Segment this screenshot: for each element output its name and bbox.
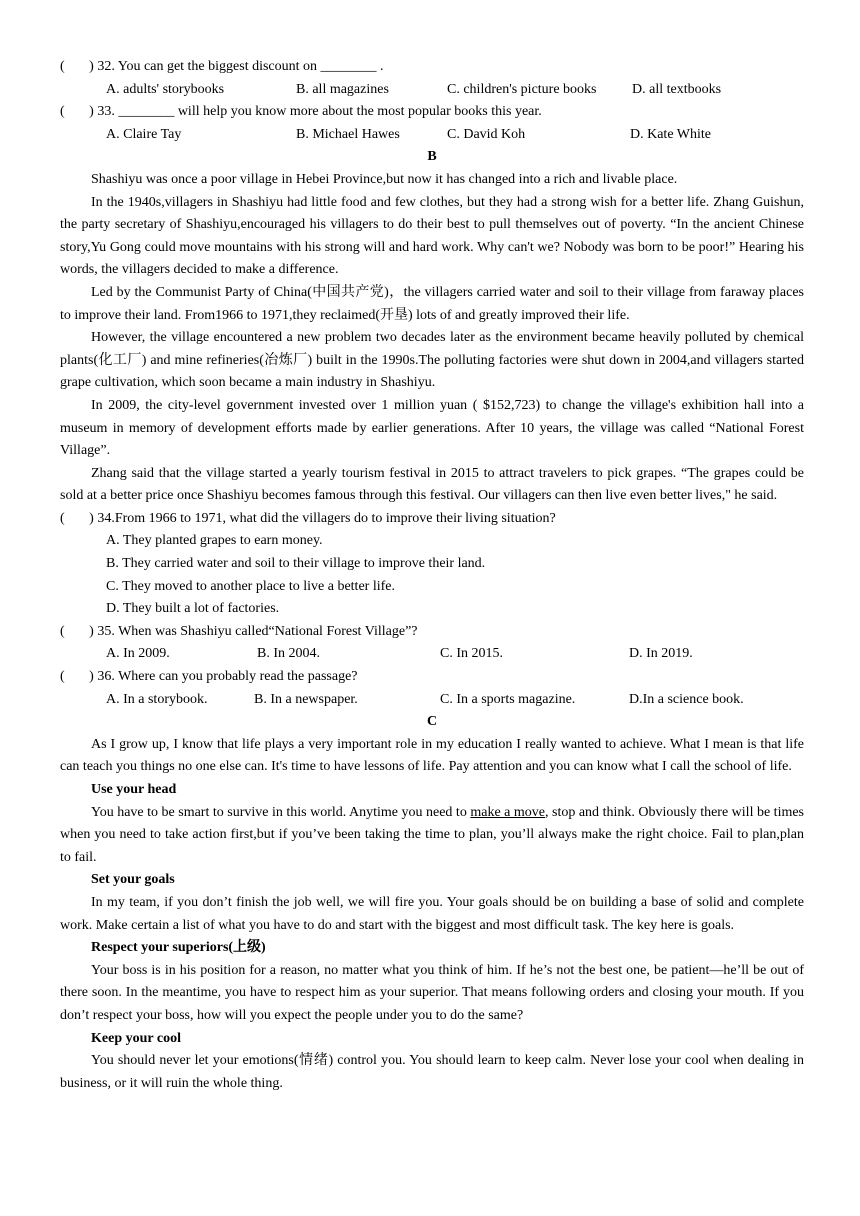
- option-c: C. In 2015.: [440, 646, 503, 662]
- option-b: B. all magazines: [296, 81, 389, 97]
- option-d: D. all textbooks: [632, 81, 722, 97]
- question-35-options: [60, 643, 804, 666]
- question-34-stem: ( ) 34.From 1966 to 1971, what did the villagers do to improve their living situation?: [60, 510, 556, 526]
- section-b-paragraph: In 2009, the city-level government invested over 1 million yuan ( $152,723) to change the village's exhibition hall into a museum in memory of development efforts made by earlier generations. After 10 years, the village was called “National Forest Village”.: [60, 397, 804, 459]
- option-c: C. In a sports magazine.: [440, 691, 576, 707]
- option-a: A. In 2009.: [106, 646, 170, 662]
- option-d: D. In 2019.: [629, 646, 693, 662]
- section-b-paragraph: Zhang said that the village started a yearly tourism festival in 2015 to attract travelers to pick grapes. “The grapes could be sold at a better price once Shashiyu becomes famous through this festival. Our villagers can then live even better lives," he said.: [60, 465, 804, 504]
- option-a: A. In a storybook.: [106, 691, 208, 707]
- option-d: D. They built a lot of factories.: [106, 601, 280, 617]
- question-36-stem: ( ) 36. Where can you probably read the passage?: [60, 669, 358, 685]
- subheading-respect-superiors: Respect your superiors(上级): [91, 940, 266, 956]
- section-b-paragraph: However, the village encountered a new problem two decades later as the environment became heavily polluted by chemical plants(化工厂) and mine refineries(冶炼厂) built in the 1990s.The polluting factories were shut down in 2004,and villagers started grape cultivation, which soon became a main industry in Shashiyu.: [60, 330, 804, 391]
- option-b: B. In 2004.: [257, 646, 320, 662]
- option-c: C. They moved to another place to live a better life.: [106, 578, 395, 594]
- question-35-stem: ( ) 35. When was Shashiyu called“National Forest Village”?: [60, 623, 418, 639]
- option-c: C. David Koh: [447, 126, 526, 142]
- option-a: A. Claire Tay: [106, 126, 182, 142]
- paragraph-use-your-head: [60, 802, 804, 870]
- section-c-intro: As I grow up, I know that life plays a very important role in my education I really wanted to achieve. What I mean is that life can teach you things no one else can. It's time to have lessons of life. Pay attention and you can know what I call the school of life.: [60, 736, 804, 775]
- option-d: D.In a science book.: [629, 691, 744, 707]
- paragraph-keep-your-cool: You should never let your emotions(情绪) control you. You should learn to keep calm. Never lose your cool when dealing in business, or it will ruin the whole thing.: [60, 1053, 804, 1091]
- question-36-options: [60, 689, 804, 712]
- section-b-paragraph: Led by the Communist Party of China(中国共产党)，the villagers carried water and soil to their village from faraway places to improve their land. From1966 to 1971,they reclaimed(开垦) lots of and greatly improved their life.: [60, 284, 804, 323]
- question-33-options: [60, 124, 804, 147]
- option-a: A. adults' storybooks: [106, 81, 225, 97]
- question-32-options: [60, 79, 804, 102]
- exam-page: [60, 56, 804, 1095]
- option-b: B. In a newspaper.: [254, 691, 358, 707]
- question-33-stem: ( ) 33. ________ will help you know more about the most popular books this year.: [60, 104, 542, 120]
- paragraph-set-your-goals: In my team, if you don’t finish the job well, we will fire you. Your goals should be on building a base of solid and complete work. Make certain a list of what you have to do and start with the biggest and most difficult task. The key here is goals.: [60, 894, 804, 933]
- text-run: You have to be smart to survive in this world. Anytime you need to: [91, 804, 471, 820]
- option-d: D. Kate White: [630, 126, 711, 142]
- paragraph-respect-superiors: Your boss is in his position for a reason, no matter what you think of him. If he’s not the best one, be patient—he’ll be out of there soon. In the meantime, you have to respect him as your superior. That means following orders and closing your mouth. If you don’t respect your boss, how will you expect the people under you to do the same?: [60, 962, 804, 1023]
- section-b-heading: B: [427, 149, 437, 165]
- option-b: B. Michael Hawes: [296, 126, 400, 142]
- subheading-keep-your-cool: Keep your cool: [91, 1030, 181, 1046]
- section-b-paragraph: Shashiyu was once a poor village in Hebei Province,but now it has changed into a rich and livable place.: [91, 171, 678, 187]
- option-a: A. They planted grapes to earn money.: [106, 533, 323, 549]
- section-b-paragraph: In the 1940s,villagers in Shashiyu had little food and few clothes, but they had a strong wish for a better life. Zhang Guishun, the party secretary of Shashiyu,encouraged his villagers to do their best to pull themselves out of poverty. “In the ancient Chinese story,Yu Gong could move mountains with his strong will and hard work. Why can't we? Nobody was born to be poor!” Hearing his words, the villagers decided to make a difference.: [60, 194, 804, 278]
- underlined-phrase: make a move: [470, 804, 545, 820]
- subheading-set-your-goals: Set your goals: [91, 872, 175, 888]
- subheading-use-your-head: Use your head: [91, 782, 177, 797]
- section-c-heading: C: [426, 714, 438, 730]
- option-b: B. They carried water and soil to their village to improve their land.: [106, 556, 486, 572]
- option-c: C. children's picture books: [447, 81, 597, 97]
- question-32-stem: ( ) 32. You can get the biggest discount on ________ .: [60, 59, 384, 74]
- text-run: , stop and think. Obviously there will be times when you need to take action first,but if you’ve been taking the time to plan, you’ll always make the right choice. Fail to plan,plan to fail.: [60, 804, 805, 865]
